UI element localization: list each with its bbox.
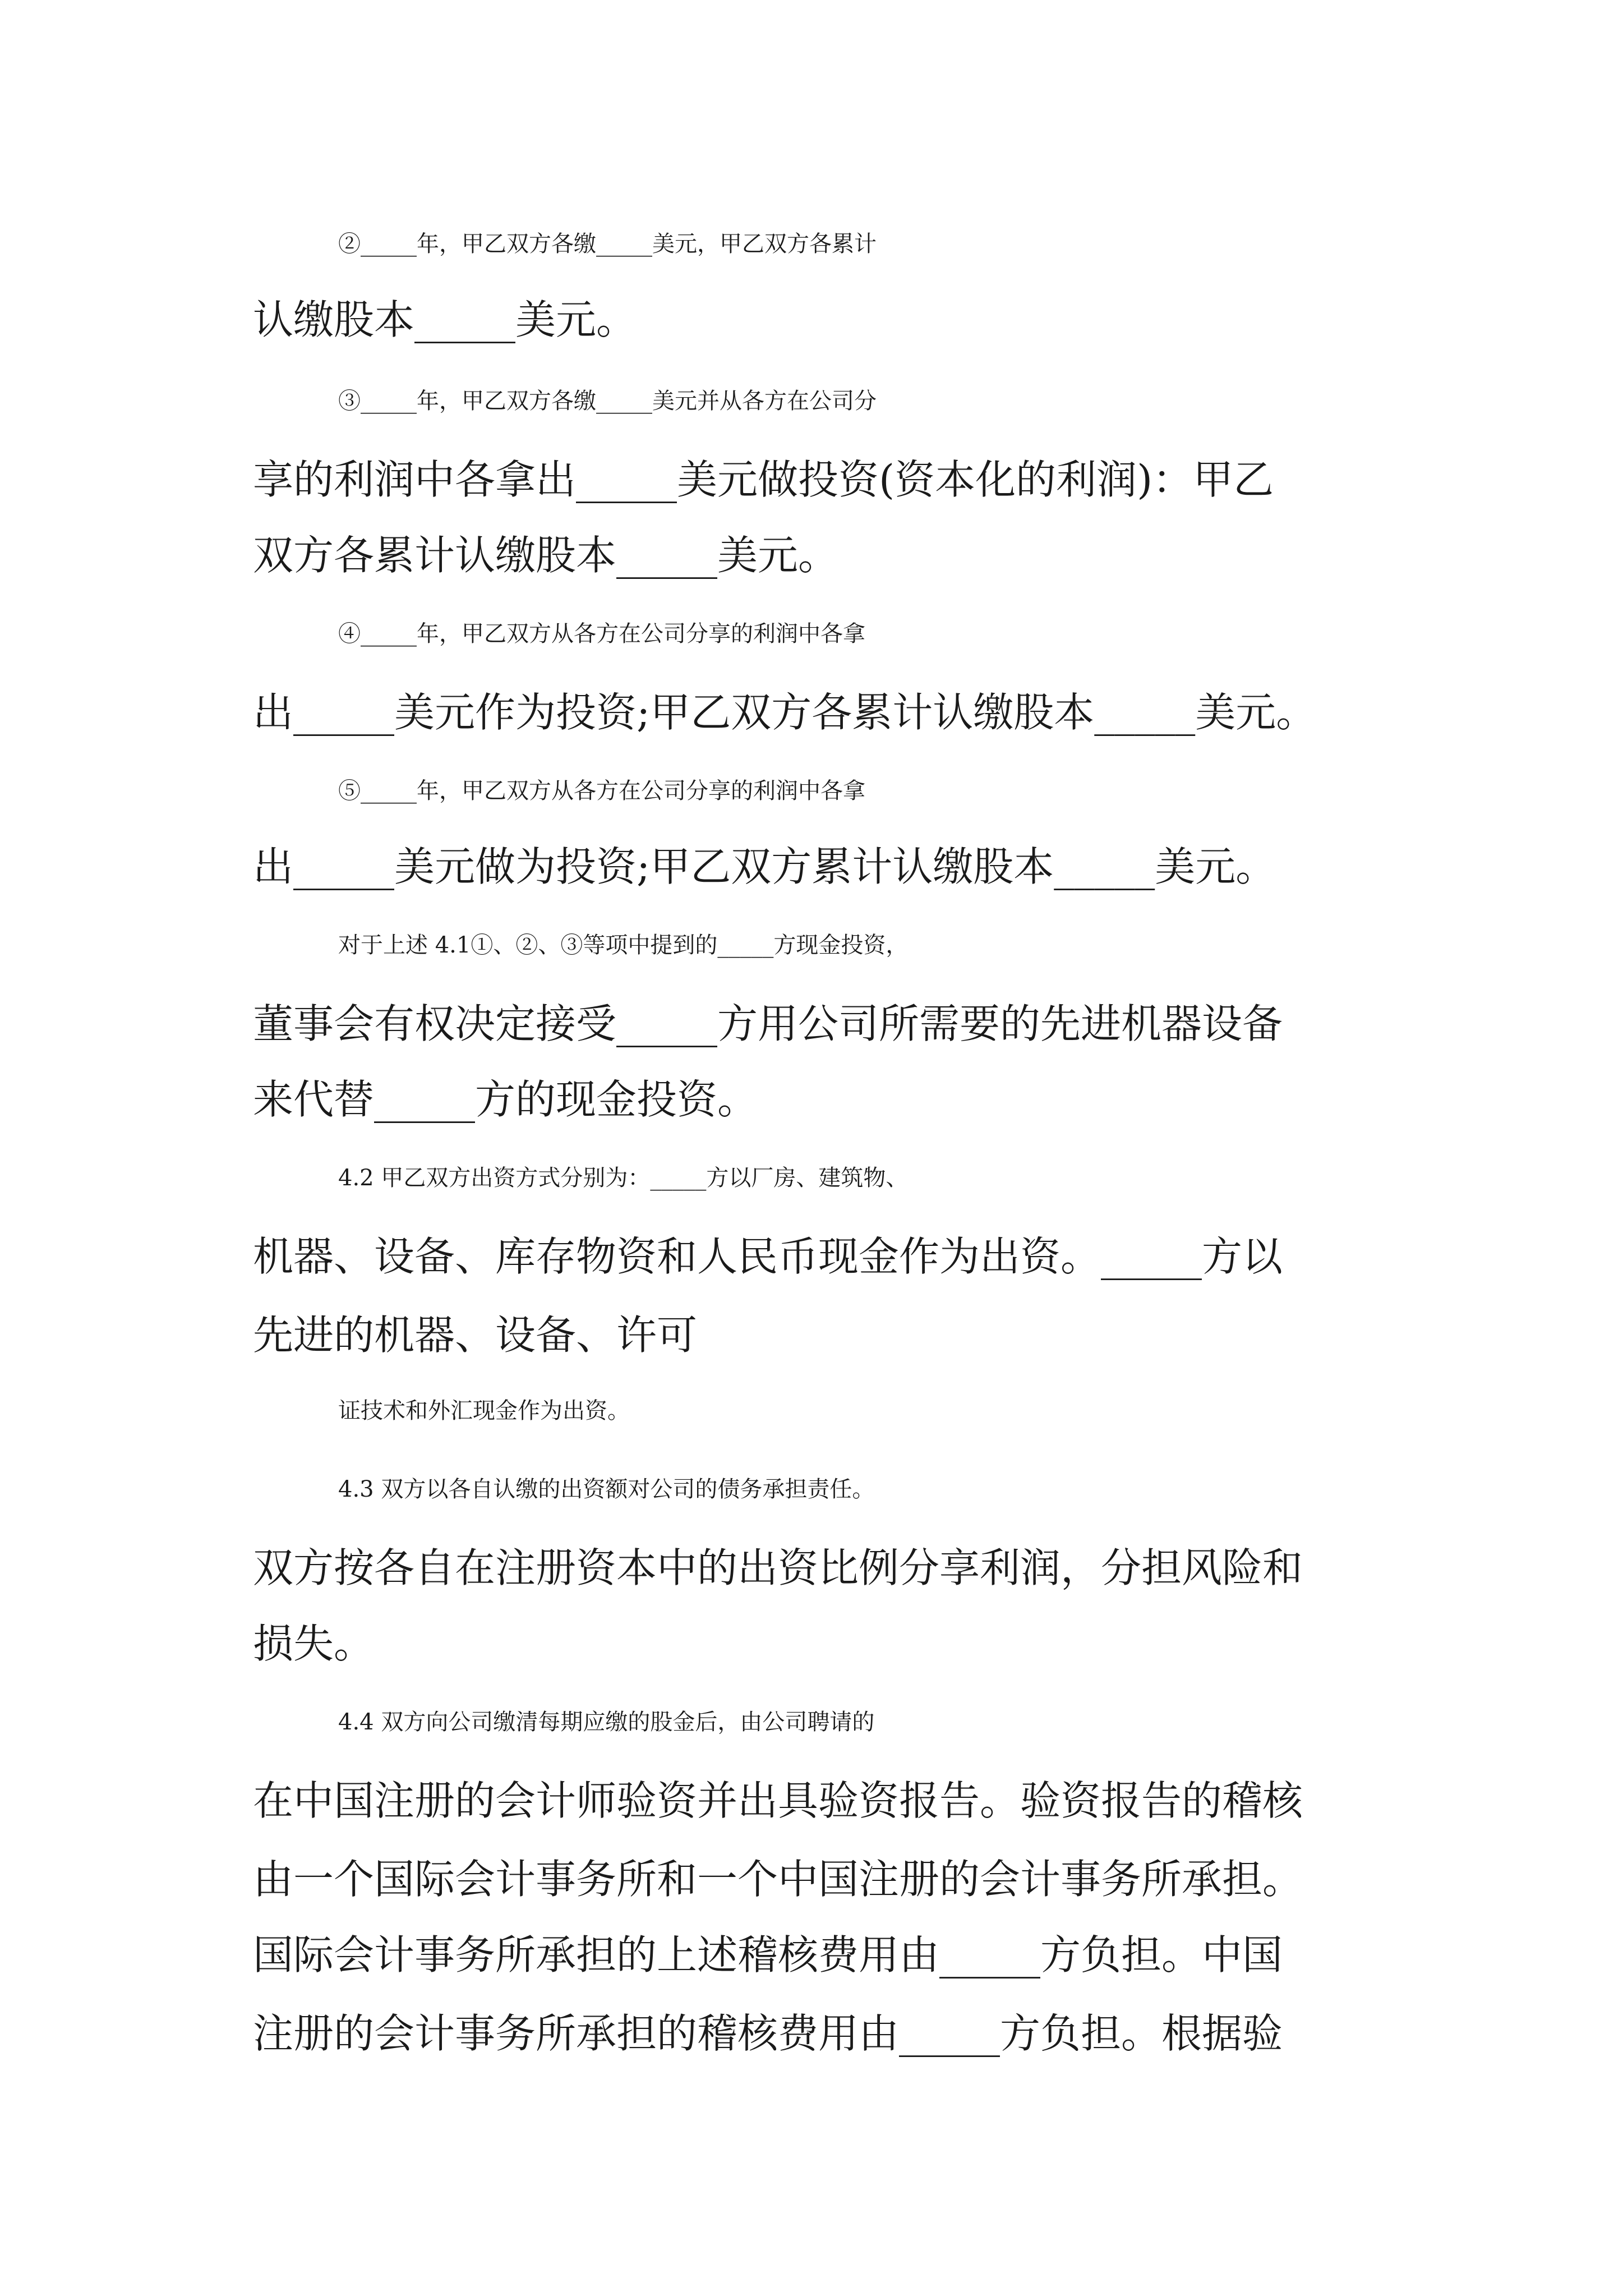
text-line: 由一个国际会计事务所和一个中国注册的会计事务所承担。: [253, 1856, 1303, 1903]
text-line: 双方各累计认缴股本_____美元。: [253, 532, 839, 579]
text-line: 出_____美元做为投资;甲乙双方累计认缴股本_____美元。: [253, 843, 1276, 890]
text-line: 双方按各自在注册资本中的出资比例分享利润，分担风险和: [253, 1544, 1303, 1591]
text-line: 董事会有权决定接受_____方用公司所需要的先进机器设备: [253, 1000, 1283, 1047]
text-line: 对于上述 4.1①、②、③等项中提到的_____方现金投资，: [338, 932, 909, 958]
text-line: 4.2 甲乙双方出资方式分别为：_____方以厂房、建筑物、: [338, 1165, 909, 1191]
text-line: 4.3 双方以各自认缴的出资额对公司的债务承担责任。: [338, 1476, 875, 1502]
text-line: 注册的会计事务所承担的稽核费用由_____方负担。根据验: [253, 2010, 1283, 2057]
text-line: 享的利润中各拿出_____美元做投资(资本化的利润)：甲乙: [253, 456, 1274, 503]
text-line: ③_____年，甲乙双方各缴_____美元并从各方在公司分: [338, 388, 877, 414]
text-line: ⑤_____年，甲乙双方从各方在公司分享的利润中各拿: [338, 778, 865, 804]
text-line: 4.4 双方向公司缴清每期应缴的股金后，由公司聘请的: [338, 1709, 875, 1735]
text-line: 出_____美元作为投资;甲乙双方各累计认缴股本_____美元。: [253, 689, 1317, 736]
text-line: 先进的机器、设备、许可: [253, 1312, 698, 1359]
text-line: 认缴股本_____美元。: [253, 296, 637, 343]
text-line: ④_____年，甲乙双方从各方在公司分享的利润中各拿: [338, 621, 865, 647]
text-line: 机器、设备、库存物资和人民币现金作为出资。_____方以: [253, 1233, 1283, 1280]
text-line: 证技术和外汇现金作为出资。: [338, 1398, 630, 1424]
text-line: 在中国注册的会计师验资并出具验资报告。验资报告的稽核: [253, 1777, 1303, 1824]
text-line: 损失。: [253, 1620, 375, 1667]
text-line: 来代替_____方的现金投资。: [253, 1076, 758, 1123]
text-line: ②_____年，甲乙双方各缴_____美元，甲乙双方各累计: [338, 231, 877, 257]
text-line: 国际会计事务所承担的上述稽核费用由_____方负担。中国: [253, 1931, 1283, 1978]
